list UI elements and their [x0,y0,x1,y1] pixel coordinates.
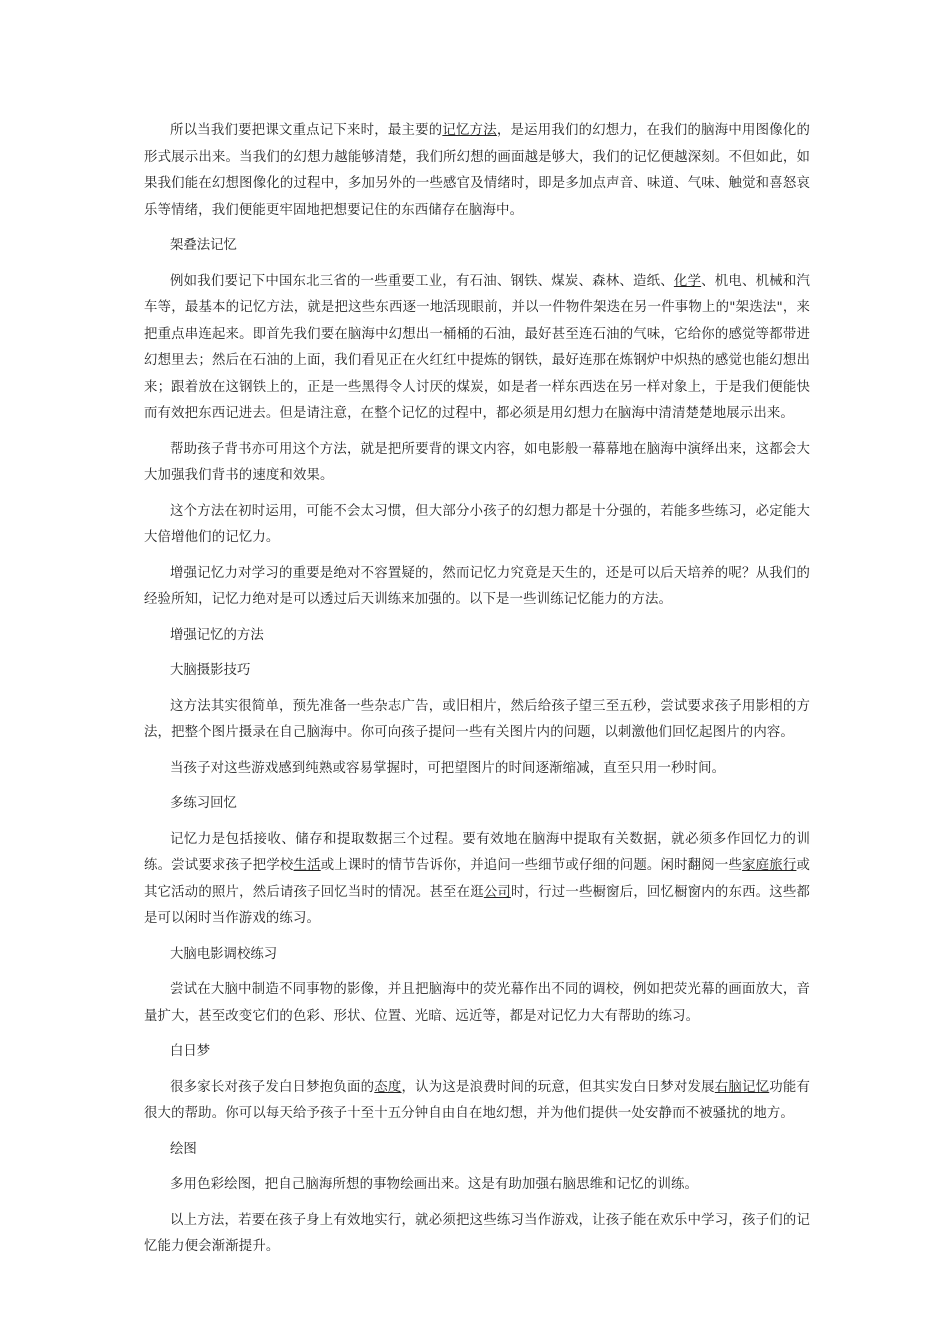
paragraph-brain-movie: 尝试在大脑中制造不同事物的影像，并且把脑海中的荧光幕作出不同的调校，例如把荧光幕的画面放大，音量扩大，甚至改变它们的色彩、形状、位置、光暗、远近等，都是对记忆力大有帮助的练习。 [144,982,810,1024]
paragraph-conclusion: 以上方法，若要在孩子身上有效地实行，就必须把这些练习当作游戏，让孩子能在欢乐中学习，孩子们的记忆能力便会渐渐提升。 [144,1212,810,1254]
heading-brain-movie: 大脑电影调校练习 [170,946,278,962]
paragraph-memory-importance: 增强记忆力对学习的重要是绝对不容置疑的，然而记忆力究竟是天生的，还是可以后天培养的呢？从我们的经验所知，记忆力绝对是可以透过后天训练来加强的。以下是一些训练记忆能力的方法。 [144,565,810,607]
link-right-brain-memory[interactable]: 右脑记忆 [714,1079,770,1095]
paragraph-drawing: 多用色彩绘图，把自己脑海所想的事物绘画出来。这是有助加强右脑思维和记忆的训练。 [170,1177,699,1192]
link-life[interactable]: 生活 [293,858,321,873]
link-chemistry[interactable]: 化学 [673,273,702,289]
heading-daydream: 白日梦 [170,1044,211,1059]
heading-stacking-memory: 架叠法记忆 [170,238,237,253]
heading-brain-photography: 大脑摄影技巧 [170,663,251,678]
link-company[interactable]: 公司 [483,884,511,900]
paragraph-recall-practice: 记忆力是包括接收、储存和提取数据三个过程。要有效地在脑海中提取有关数据，就必须多作回忆力的训练。尝试要求孩子把学校生活或上课时的情节告诉你，并追问一些细节或仔细的问题。闲时翻阅一些家庭旅行或其它活动的照片，然后请孩子回忆当时的情况。甚至在逛公司时，行过一些橱窗后，回忆橱窗内的东西。这些都是可以闲时当作游戏的练习。 [144,831,810,926]
heading-recall-practice: 多练习回忆 [170,796,237,811]
paragraph-photography-progress: 当孩子对这些游戏感到纯熟或容易掌握时，可把望图片的时间逐渐缩减，直至只用一秒时间。 [170,760,726,776]
paragraph-practice: 这个方法在初时运用，可能不会太习惯，但大部分小孩子的幻想力都是十分强的，若能多些练习，必定能大大倍增他们的记忆力。 [144,503,810,545]
document-page [144,118,810,1270]
paragraph-photography-method: 这方法其实很简单，预先准备一些杂志广告，或旧相片，然后给孩子望三至五秒，尝试要求孩子用影相的方法，把整个图片摄录在自己脑海中。你可向孩子提问一些有关图片内的问题，以刺激他们回忆起图片的内容。 [144,698,810,740]
paragraph-recitation: 帮助孩子背书亦可用这个方法，就是把所要背的课文内容，如电影般一幕幕地在脑海中演绎出来，这都会大大加强我们背书的速度和效果。 [144,441,810,483]
paragraph-daydream: 很多家长对孩子发白日梦抱负面的态度，认为这是浪费时间的玩意，但其实发白日梦对发展右脑记忆功能有很大的帮助。你可以每天给予孩子十至十五分钟自由自在地幻想，并为他们提供一处安静而不被骚扰的地方。 [144,1079,811,1121]
heading-memory-methods: 增强记忆的方法 [170,627,264,643]
link-memory-method[interactable]: 记忆方法 [442,123,497,138]
paragraph-visualization: 所以当我们要把课文重点记下来时，最主要的记忆方法，是运用我们的幻想力，在我们的脑海中用图像化的形式展示出来。当我们的幻想力越能够清楚，我们所幻想的画面越是够大，我们的记忆便越深刻。不但如此，如果我们能在幻想图像化的过程中，多加另外的一些感官及情绪时，即是多加点声音、味道、气味、触觉和喜怒哀乐等情绪，我们便能更牢固地把想要记住的东西储存在脑海中。 [144,123,811,218]
link-family-travel[interactable]: 家庭旅行 [742,858,797,873]
heading-drawing: 绘图 [170,1141,197,1157]
paragraph-stacking-example: 例如我们要记下中国东北三省的一些重要工业，有石油、钢铁、煤炭、森林、造纸、化学、机电、机械和汽车等，最基本的记忆方法，就是把这些东西逐一地活现眼前，并以一件物件架迭在另一件事物上的"架迭法"，来把重点串连起来。即首先我们要在脑海中幻想出一桶桶的石油，最好甚至连石油的气味，它给你的感觉等都带进幻想里去；然后在石油的上面，我们看见正在火红红中提炼的钢铁，最好连那在炼钢炉中炽热的感觉也能幻想出来；跟着放在这钢铁上的，正是一些黑得令人讨厌的煤炭，如是者一样东西迭在另一样对象上，于是我们便能快而有效把东西记进去。但是请注意，在整个记忆的过程中，都必须是用幻想力在脑海中清清楚楚地展示出来。 [144,273,810,421]
link-attitude[interactable]: 态度 [374,1079,402,1095]
